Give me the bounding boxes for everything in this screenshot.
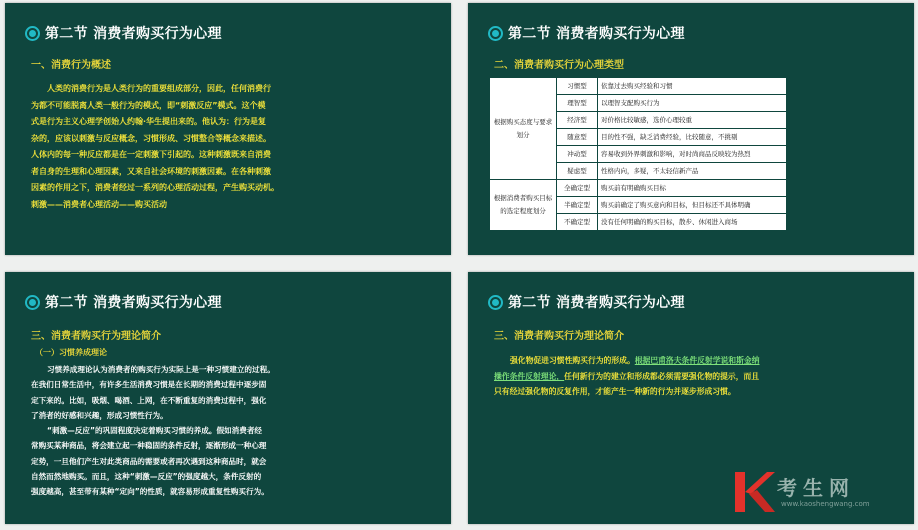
text-line: 因素的作用之下，消费者经过一系列的心理活动过程，产生购买动机。 — [31, 183, 279, 192]
section-heading: 三、消费者购买行为理论简介 — [494, 331, 624, 342]
table-row — [490, 78, 787, 95]
text-line: “刺激—反应”的巩固程度决定着购买习惯的养成。假如消费者经 — [47, 426, 263, 436]
type-cell: 冲动型 — [557, 146, 598, 163]
circle-bullet-icon — [25, 26, 40, 41]
desc-cell: 购买前确定了购买意向和目标，但目标还不具体明确 — [598, 197, 787, 214]
text-line: 强度越高，甚至带有某种“定向”的性质，就容易形成重复性购买行为。 — [31, 487, 269, 497]
type-cell: 疑虑型 — [557, 163, 598, 180]
text-line: 为都不可能脱离人类一般行为的模式，即“刺激反应”模式。这个模 — [31, 100, 266, 110]
type-cell: 随意型 — [557, 129, 598, 146]
slide-1[interactable] — [5, 3, 451, 255]
body-text-part: 强化物促进习惯性购买行为的形成。 — [510, 356, 635, 365]
table-row — [490, 180, 787, 197]
type-cell: 理智型 — [557, 95, 598, 112]
type-cell: 习惯型 — [557, 78, 598, 95]
type-cell: 经济型 — [557, 112, 598, 129]
text-line: 式是行为主义心理学创始人约翰·华生提出来的。他认为：行为是复 — [31, 117, 267, 126]
slide-title-row — [488, 292, 685, 312]
body-text — [31, 81, 301, 213]
theory-link[interactable]: 根据巴甫洛夫条件反射学说和斯金纳操作条件反射理论， — [494, 356, 760, 381]
watermark-logo — [733, 468, 913, 518]
body-text — [494, 353, 764, 400]
desc-cell: 目的性不强，缺乏消费经验，比较随意，不挑剔 — [598, 129, 787, 146]
watermark-url: www.kaoshengwang.com — [781, 500, 870, 508]
desc-cell: 购买前有明确购买目标 — [598, 180, 787, 197]
text-line: 人体内的每一种反应都是在一定刺激下引起的。这种刺激既来自消费 — [31, 150, 271, 159]
desc-cell: 容易收到外界刺激和影响，对时尚商品反映较为热烈 — [598, 146, 787, 163]
text-line: 定势，一旦他们产生对此类商品的需要或者再次遇到这种商品时，就会 — [31, 456, 267, 466]
type-cell: 全确定型 — [557, 180, 598, 197]
text-line: 自然而然地购买。而且，这种“刺激—反应”的强度越大，条件反射的 — [31, 472, 262, 482]
slide-title: 第二节 消费者购买行为心理 — [508, 26, 685, 42]
section-heading: 一、消费行为概述 — [31, 60, 111, 71]
desc-cell: 没有任何明确的购买目标，散步、休闲进入商场 — [598, 214, 787, 231]
slide-title: 第二节 消费者购买行为心理 — [45, 295, 222, 311]
text-line: 者自身的生理和心理因素，又来自社会环境的刺激因素。在各种刺激 — [31, 166, 271, 176]
section-heading: 二、消费者购买行为心理类型 — [494, 60, 624, 71]
desc-cell: 以理智支配购买行为 — [598, 95, 787, 112]
text-line: 了消者的好感和兴趣，形成习惯性行为。 — [31, 410, 168, 420]
section-heading: 三、消费者购买行为理论简介 — [31, 331, 161, 342]
body-text — [31, 362, 315, 500]
circle-bullet-icon — [488, 295, 503, 310]
subsection-heading: （一）习惯养成理论 — [35, 348, 107, 357]
text-line: 习惯养成理论认为消费者的购买行为实际上是一种习惯建立的过程。 — [47, 365, 275, 374]
slide-title: 第二节 消费者购买行为心理 — [508, 295, 685, 311]
text-line: 人类的消费行为是人类行为的重要组成部分，因此，任何消费行 — [47, 84, 271, 93]
slide-title-row — [25, 23, 222, 43]
text-line: 在我们日常生活中，有许多生活消费习惯是在长期的消费过程中逐步固 — [31, 380, 267, 390]
desc-cell: 对价格比较敏感，选价心理较重 — [598, 112, 787, 129]
slide-2[interactable] — [468, 3, 914, 255]
slide-4[interactable] — [468, 272, 914, 524]
text-line: 杂的，应该以刺激与反应概念，习惯形成、习惯整合等概念来描述。 — [31, 133, 271, 143]
type-cell: 不确定型 — [557, 214, 598, 231]
watermark-text: 考生网 — [777, 476, 855, 500]
slide-title-row — [488, 23, 685, 43]
desc-cell: 性格内向，多疑，不太轻信新产品 — [598, 163, 787, 180]
group-cell: 根据消费者购买目标的选定程度划分 — [490, 180, 557, 231]
text-line: 刺激——消费者心理活动——购买活动 — [31, 199, 167, 209]
slide-title: 第二节 消费者购买行为心理 — [45, 26, 222, 42]
body-text-part: 任何新行为的建立和形成都必须需要强化物的提示，而且只有经过强化物的反复作用，才能产生一种新的行为并逐步形成习惯。 — [494, 371, 760, 396]
type-cell: 半确定型 — [557, 197, 598, 214]
k-logo-icon — [733, 468, 777, 516]
text-line: 常购买某种商品，将会建立起一种稳固的条件反射，逐渐形成一种心理 — [31, 441, 267, 451]
group-cell: 根据购买态度与要求划分 — [490, 78, 557, 180]
text-line: 定下来的。比如，吸烟、喝酒、上网，在不断重复的消费过程中，强化 — [31, 395, 267, 405]
desc-cell: 依靠过去购买经验和习惯 — [598, 78, 787, 95]
slide-3[interactable] — [5, 272, 451, 524]
circle-bullet-icon — [25, 295, 40, 310]
slide-title-row — [25, 292, 222, 312]
circle-bullet-icon — [488, 26, 503, 41]
buying-types-table — [489, 77, 787, 231]
